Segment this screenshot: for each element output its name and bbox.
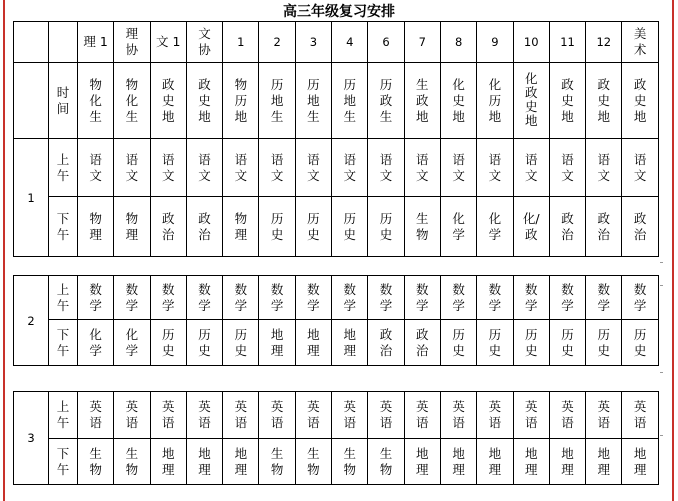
subject-cell [549,439,585,485]
subject-cell [513,197,549,257]
subject-combo: 政史地 [198,76,211,124]
subject-name: 数学 [89,281,102,313]
subject-cell [78,392,114,439]
subject-name: 历史 [597,326,611,358]
margin-tick [660,435,663,436]
subject-name: 地理 [452,445,465,477]
day-2-morning-row [14,276,659,320]
page-border-left [3,0,5,501]
subject-name: 数学 [524,281,538,313]
subject-cell [368,320,404,366]
subject-name: 数学 [198,281,211,313]
subject-cell [150,276,186,320]
subject-cell [186,276,222,320]
class-header-14: 12 [586,22,622,63]
day-3-afternoon-row [14,439,659,485]
schedule-table-day-1 [13,21,659,257]
subject-name: 生物 [125,445,139,477]
subject-combo: 政史地 [561,76,574,124]
subject-cell [78,139,114,197]
class-header-label: 文协 [198,26,211,57]
subject-cell [368,197,404,257]
subject-cell [259,197,295,257]
subject-cell [78,320,114,366]
margin-tick [660,372,663,373]
subject-name: 数学 [270,281,284,313]
subject-cell [295,276,331,320]
subject-combo-cell [586,63,622,139]
subject-name: 政治 [597,210,611,242]
subject-name: 生物 [379,445,393,477]
class-header-1 [114,22,150,63]
schedule-table-day-3 [13,391,659,485]
subject-name: 语文 [198,151,211,183]
afternoon-label: 下午 [56,326,70,358]
subject-cell [332,392,368,439]
subject-cell [549,139,585,197]
subject-name: 语文 [125,151,139,183]
subject-cell [186,439,222,485]
subject-cell [513,276,549,320]
subject-name: 政治 [379,326,393,358]
subject-cell [586,197,622,257]
subject-name: 英语 [452,399,465,430]
subject-cell [477,139,513,197]
subject-name: 生物 [89,445,102,477]
subject-name: 化/政 [522,210,540,242]
subject-cell [549,276,585,320]
subject-name: 英语 [198,399,211,430]
subject-name: 语文 [89,151,102,183]
subject-cell [404,439,440,485]
morning-label: 上午 [56,399,70,430]
subject-cell [477,276,513,320]
subject-cell [78,197,114,257]
subject-cell [477,197,513,257]
subject-name: 地理 [234,445,248,477]
afternoon-label-cell [49,197,78,257]
subject-combo-cell [549,63,585,139]
subject-cell [513,439,549,485]
subject-name: 地理 [633,445,647,477]
morning-label: 上午 [56,281,70,313]
subject-combo-row [14,63,659,139]
time-label: 时间 [56,84,70,116]
subject-cell [78,439,114,485]
subject-cell [186,320,222,366]
subject-cell [549,320,585,366]
subject-cell [150,139,186,197]
day-1-morning-row [14,139,659,197]
subject-cell [295,139,331,197]
subject-name: 化学 [452,210,465,242]
subject-cell [332,439,368,485]
subject-name: 英语 [89,399,102,430]
subject-cell [586,320,622,366]
subject-combo: 历地生 [307,76,320,124]
subject-name: 数学 [633,281,647,313]
subject-name: 数学 [379,281,393,313]
morning-label-cell [49,139,78,197]
subject-name: 数学 [416,281,429,313]
subject-name: 化学 [488,210,502,242]
subject-cell [332,139,368,197]
subject-combo-cell [477,63,513,139]
subject-combo-cell [513,63,549,139]
class-header-9: 7 [404,22,440,63]
subject-cell [114,320,150,366]
subject-name: 政治 [633,210,647,242]
subject-name: 历史 [633,326,647,358]
subject-combo-cell [440,63,476,139]
afternoon-label-cell [49,320,78,366]
subject-cell [440,276,476,320]
subject-name: 政治 [198,210,211,242]
subject-name: 英语 [307,399,320,430]
day-3-morning-row [14,392,659,439]
subject-cell [586,439,622,485]
subject-name: 数学 [307,281,320,313]
subject-cell [223,439,259,485]
subject-cell [150,197,186,257]
subject-cell [150,439,186,485]
class-header-7: 4 [332,22,368,63]
subject-combo: 政史地 [161,76,175,124]
subject-combo: 物化生 [89,76,102,124]
subject-combo: 化政史地 [524,71,538,128]
subject-name: 英语 [234,399,248,430]
morning-label: 上午 [56,151,70,183]
subject-cell [259,276,295,320]
subject-cell [114,276,150,320]
subject-cell [186,197,222,257]
subject-cell [114,139,150,197]
subject-name: 语文 [270,151,284,183]
day-number: 1 [14,139,49,257]
subject-name: 地理 [270,326,284,358]
subject-name: 语文 [597,151,611,183]
subject-cell [549,197,585,257]
subject-name: 语文 [307,151,320,183]
subject-cell [513,139,549,197]
class-header-6: 3 [295,22,331,63]
subject-name: 政治 [161,210,175,242]
subject-combo: 政史地 [633,76,647,124]
subject-combo-cell [114,63,150,139]
subject-name: 历史 [234,326,248,358]
subject-name: 语文 [561,151,574,183]
corner-cell [14,22,49,63]
subject-name: 地理 [343,326,356,358]
class-header-10: 8 [440,22,476,63]
subject-name: 物理 [125,210,139,242]
corner-cell [49,22,78,63]
subject-name: 语文 [488,151,502,183]
subject-cell [404,197,440,257]
subject-name: 数学 [488,281,502,313]
subject-name: 历史 [379,210,393,242]
subject-name: 数学 [561,281,574,313]
subject-cell [586,392,622,439]
subject-name: 地理 [198,445,211,477]
subject-combo: 化历地 [488,76,502,124]
subject-name: 语文 [452,151,465,183]
subject-cell [259,392,295,439]
subject-name: 地理 [561,445,574,477]
subject-name: 地理 [307,326,320,358]
subject-name: 地理 [524,445,538,477]
subject-cell [223,139,259,197]
subject-cell [477,320,513,366]
day-number: 2 [14,276,49,366]
subject-cell [440,439,476,485]
subject-cell [622,320,658,366]
subject-name: 历史 [161,326,175,358]
subject-cell [332,320,368,366]
subject-cell [440,320,476,366]
subject-combo-cell [223,63,259,139]
subject-name: 英语 [161,399,175,430]
subject-cell [259,139,295,197]
subject-name: 数学 [125,281,139,313]
class-header-row [14,22,659,63]
afternoon-label-cell [49,439,78,485]
class-header-12: 10 [513,22,549,63]
subject-name: 英语 [379,399,393,430]
subject-name: 语文 [343,151,356,183]
class-header-label: 美术 [633,26,647,57]
subject-cell [295,320,331,366]
subject-cell [78,276,114,320]
subject-cell [513,320,549,366]
day-1-afternoon-row [14,197,659,257]
subject-cell [404,392,440,439]
subject-name: 语文 [234,151,248,183]
subject-cell [368,276,404,320]
subject-cell [223,320,259,366]
subject-name: 数学 [597,281,611,313]
subject-cell [622,276,658,320]
class-header-label: 理 1 [83,34,108,49]
subject-name: 物理 [234,210,248,242]
subject-name: 历史 [198,326,211,358]
class-header-label: 文 1 [156,34,181,49]
subject-cell [223,276,259,320]
subject-name: 数学 [343,281,356,313]
subject-cell [404,320,440,366]
subject-name: 生物 [416,210,429,242]
subject-name: 政治 [561,210,574,242]
subject-name: 化学 [89,326,102,358]
subject-name: 地理 [597,445,611,477]
subject-cell [477,439,513,485]
afternoon-label: 下午 [56,210,70,242]
subject-name: 地理 [488,445,502,477]
subject-combo-cell [404,63,440,139]
subject-name: 政治 [416,326,429,358]
afternoon-label: 下午 [56,445,70,477]
subject-cell [622,139,658,197]
class-header-0 [78,22,114,63]
subject-combo: 物历地 [234,76,248,124]
subject-cell [368,439,404,485]
subject-cell [622,439,658,485]
subject-cell [259,439,295,485]
subject-cell [332,276,368,320]
subject-name: 英语 [633,399,647,430]
schedule-table-day-2 [13,275,659,366]
subject-cell [295,197,331,257]
subject-name: 英语 [561,399,574,430]
subject-cell [404,139,440,197]
subject-combo-cell [622,63,658,139]
subject-name: 历史 [343,210,356,242]
subject-name: 历史 [524,326,538,358]
subject-name: 生物 [343,445,356,477]
subject-name: 英语 [416,399,429,430]
subject-cell [622,197,658,257]
subject-name: 英语 [597,399,611,430]
subject-cell [332,197,368,257]
class-header-4: 1 [223,22,259,63]
subject-cell [404,276,440,320]
subject-name: 语文 [524,151,538,183]
subject-name: 数学 [452,281,465,313]
subject-name: 英语 [270,399,284,430]
subject-name: 语文 [379,151,393,183]
class-header-3 [186,22,222,63]
class-header-8: 6 [368,22,404,63]
class-header-11: 9 [477,22,513,63]
subject-cell [440,197,476,257]
subject-name: 语文 [161,151,175,183]
subject-cell [259,320,295,366]
class-header-2 [150,22,186,63]
day-2-afternoon-row [14,320,659,366]
subject-name: 生物 [270,445,284,477]
class-header-5: 2 [259,22,295,63]
subject-name: 数学 [161,281,175,313]
subject-cell [549,392,585,439]
subject-cell [150,392,186,439]
subject-combo-cell [150,63,186,139]
subject-name: 英语 [125,399,139,430]
subject-cell [295,439,331,485]
subject-name: 语文 [633,151,647,183]
day-number: 3 [14,392,49,485]
subject-combo-cell [186,63,222,139]
subject-name: 历史 [307,210,320,242]
subject-cell [440,139,476,197]
subject-cell [223,197,259,257]
subject-combo-cell [295,63,331,139]
subject-combo: 政史地 [597,76,611,124]
subject-combo: 物化生 [125,76,139,124]
subject-name: 英语 [488,399,502,430]
subject-cell [622,392,658,439]
subject-name: 语文 [416,151,429,183]
class-header-label: 理协 [125,26,139,57]
subject-cell [586,139,622,197]
time-label-cell [49,63,78,139]
subject-cell [114,439,150,485]
subject-combo-cell [332,63,368,139]
subject-cell [513,392,549,439]
subject-combo-cell [78,63,114,139]
subject-combo-cell [368,63,404,139]
subject-name: 物理 [89,210,102,242]
subject-cell [477,392,513,439]
subject-name: 化学 [125,326,139,358]
subject-cell [223,392,259,439]
subject-combo: 生政地 [416,76,429,124]
subject-cell [114,197,150,257]
subject-name: 历史 [270,210,284,242]
subject-cell [150,320,186,366]
subject-name: 历史 [561,326,574,358]
margin-tick [660,262,663,263]
subject-combo: 历地生 [270,76,284,124]
class-header-13: 11 [549,22,585,63]
subject-name: 生物 [307,445,320,477]
subject-cell [368,392,404,439]
subject-combo: 化史地 [452,76,465,124]
subject-cell [295,392,331,439]
subject-name: 历史 [452,326,465,358]
subject-name: 地理 [161,445,175,477]
page-border-right [672,0,674,501]
subject-combo: 历政生 [379,76,393,124]
subject-cell [186,392,222,439]
class-header-15 [622,22,658,63]
subject-cell [186,139,222,197]
subject-name: 英语 [343,399,356,430]
subject-name: 地理 [416,445,429,477]
subject-name: 历史 [488,326,502,358]
subject-combo-cell [259,63,295,139]
subject-cell [586,276,622,320]
subject-cell [368,139,404,197]
margin-tick [660,285,663,286]
page-title: 高三年级复习安排 [283,4,395,20]
corner-cell [14,63,49,139]
morning-label-cell [49,276,78,320]
subject-name: 数学 [234,281,248,313]
subject-name: 英语 [524,399,538,430]
subject-combo: 历地生 [343,76,356,124]
morning-label-cell [49,392,78,439]
subject-cell [440,392,476,439]
subject-cell [114,392,150,439]
